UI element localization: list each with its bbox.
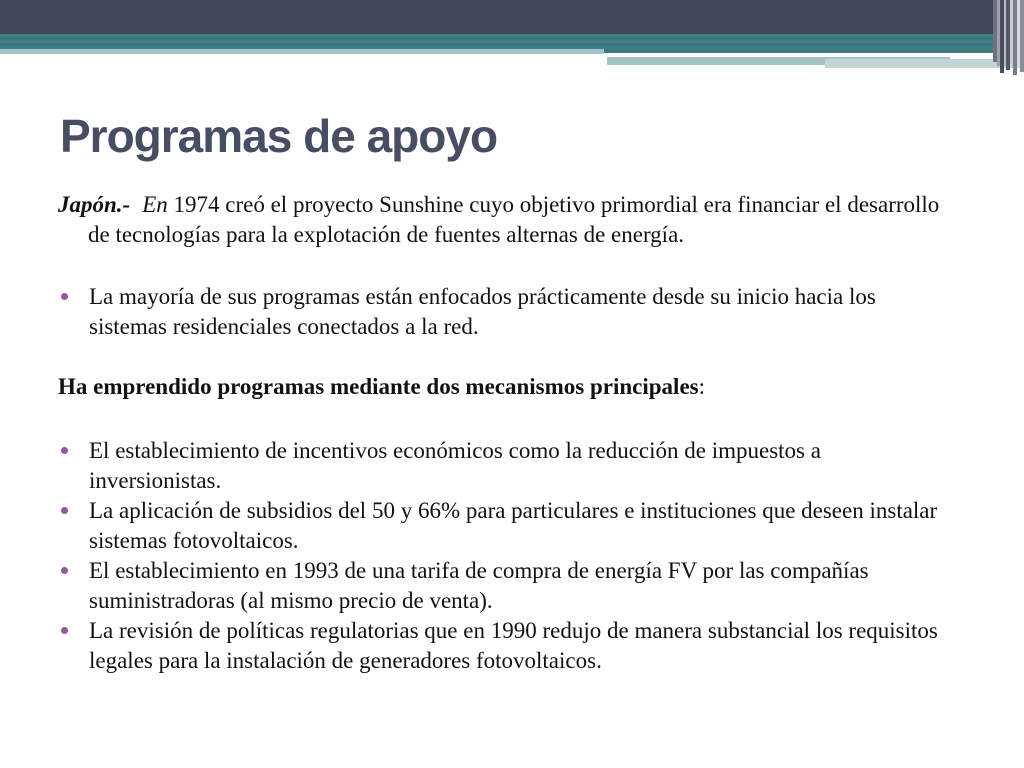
bullet-dot-icon [61, 507, 68, 514]
accent-block-teal-right [604, 34, 1024, 53]
mechanisms-heading [58, 372, 946, 402]
bullet-dot-icon [61, 567, 68, 574]
bullet-text: La mayoría de sus programas están enfocados prácticamente desde su inicio hacia los sistemas residenciales conectados a la red. [89, 284, 876, 339]
bullet-text: El establecimiento en 1993 de una tarifa de compra de energía FV por las compañías suministradoras (al mismo precio de venta). [89, 558, 869, 613]
bullet-item-incentives [58, 436, 946, 496]
bullet-item-regulation [58, 616, 946, 676]
bullet-item-tariff [58, 556, 946, 616]
bullet-dot-icon [61, 447, 68, 454]
slide-body [58, 190, 946, 676]
accent-bar-seafoam-left [0, 49, 604, 54]
slide-title: Programas de apoyo [60, 110, 498, 162]
intro-text: 1974 creó el proyecto Sunshine cuyo objetivo primordial era financiar el desarrollo de tecnologías para la explotación de fuentes alternas de energía. [88, 192, 940, 247]
intro-lead-word: En [142, 192, 168, 217]
bullet-text: El establecimiento de incentivos económicos como la reducción de impuestos a inversionistas. [89, 438, 821, 493]
corner-pinstripes [993, 0, 1024, 78]
header-bar-dark [0, 0, 1024, 34]
bullet-text: La revisión de políticas regulatorias que en 1990 redujo de manera substancial los requisitos legales para la instalación de generadores fotovoltaicos. [89, 618, 938, 673]
bullet-dot-icon [61, 293, 68, 300]
mechanisms-heading-bold: Ha emprendido programas mediante dos mecanismos principales [58, 374, 699, 399]
intro-lead-country: Japón.- [58, 192, 131, 217]
bullet-item-overview [58, 282, 946, 342]
accent-bar-seafoam-right-lower [825, 59, 1014, 68]
bullet-item-subsidies [58, 496, 946, 556]
accent-bar-teal-left [0, 34, 604, 49]
bullet-dot-icon [61, 627, 68, 634]
bullet-text: La aplicación de subsidios del 50 y 66% para particulares e instituciones que deseen instalar sistemas fotovoltaicos. [89, 498, 938, 553]
mechanisms-heading-colon: : [698, 374, 705, 399]
pinstripe [1020, 0, 1024, 72]
intro-paragraph [58, 190, 946, 250]
